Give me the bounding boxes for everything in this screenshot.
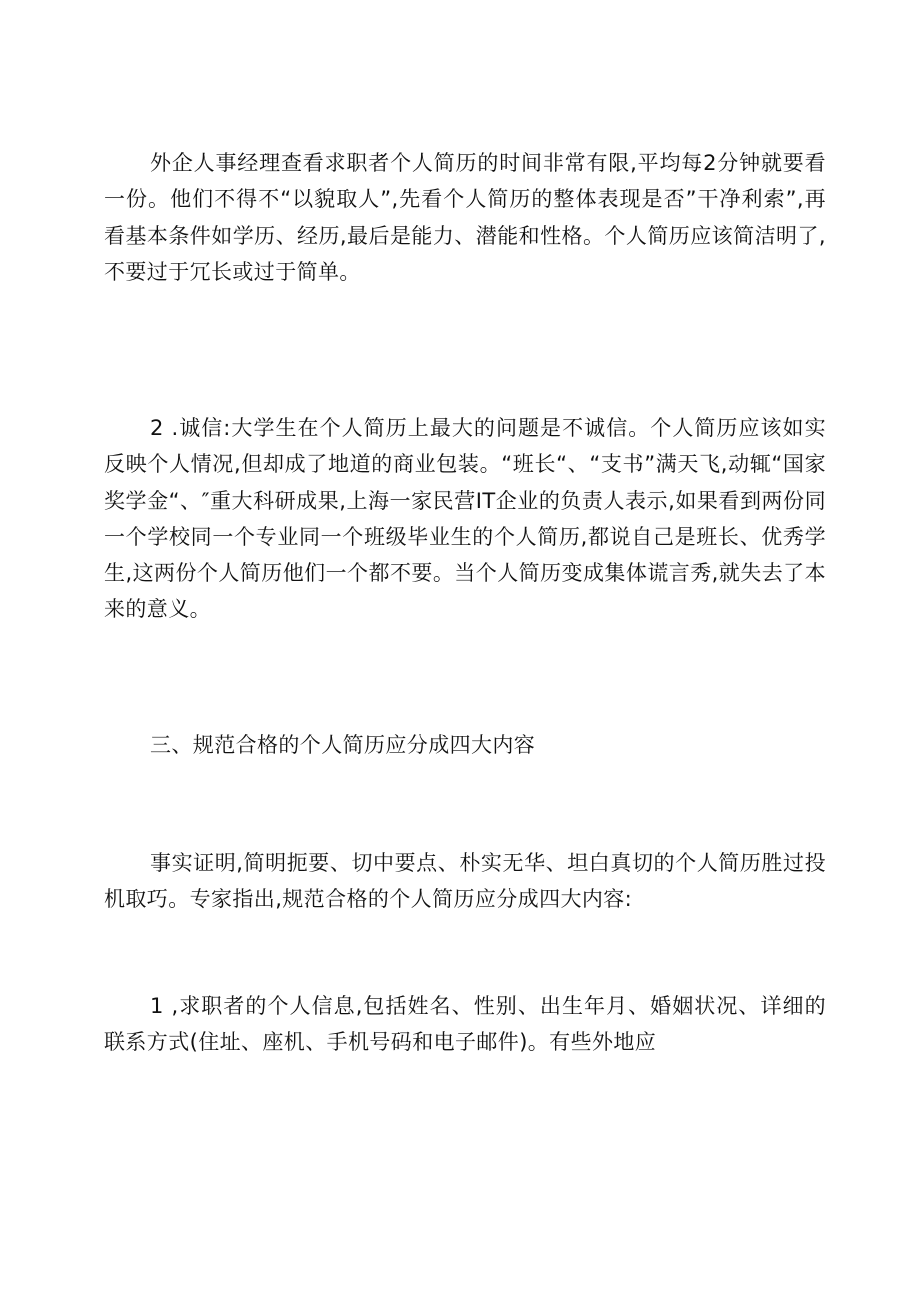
paragraph-honesty: 2 .诚信:大学生在个人简历上最大的问题是不诚信。个人简历应该如实反映个人情况,但却成了地道的商业包装。“班长“、“支书”满天飞,动辄“国家奖学金“、″重大科研成果,上海一家民营IT企业的负责人表示,如果看到两份同一个学校同一个专业同一个班级毕业生的个人简历,都说自己是班长、优秀学生,这两份个人简历他们一个都不要。当个人简历变成集体谎言秀,就失去了本来的意义。 [104, 416, 826, 622]
section-heading-four-parts: 三、规范合格的个人简历应分成四大内容 [150, 733, 536, 757]
paragraph-expert-advice: 事实证明,简明扼要、切中要点、朴实无华、坦白真切的个人简历胜过投机取巧。专家指出,规范合格的个人简历应分成四大内容: [104, 851, 826, 912]
paragraph-resume-brevity: 外企人事经理查看求职者个人简历的时间非常有限,平均每2分钟就要看一份。他们不得不“以貌取人”,先看个人简历的整体表现是否”干净利索”,再看基本条件如学历、经历,最后是能力、潜能和性格。个人简历应该简洁明了,不要过于冗长或过于简单。 [104, 151, 826, 284]
paragraph-personal-info: 1 ,求职者的个人信息,包括姓名、性别、出生年月、婚姻状况、详细的联系方式(住址、座机、手机号码和电子邮件)。有些外地应 [104, 994, 826, 1055]
